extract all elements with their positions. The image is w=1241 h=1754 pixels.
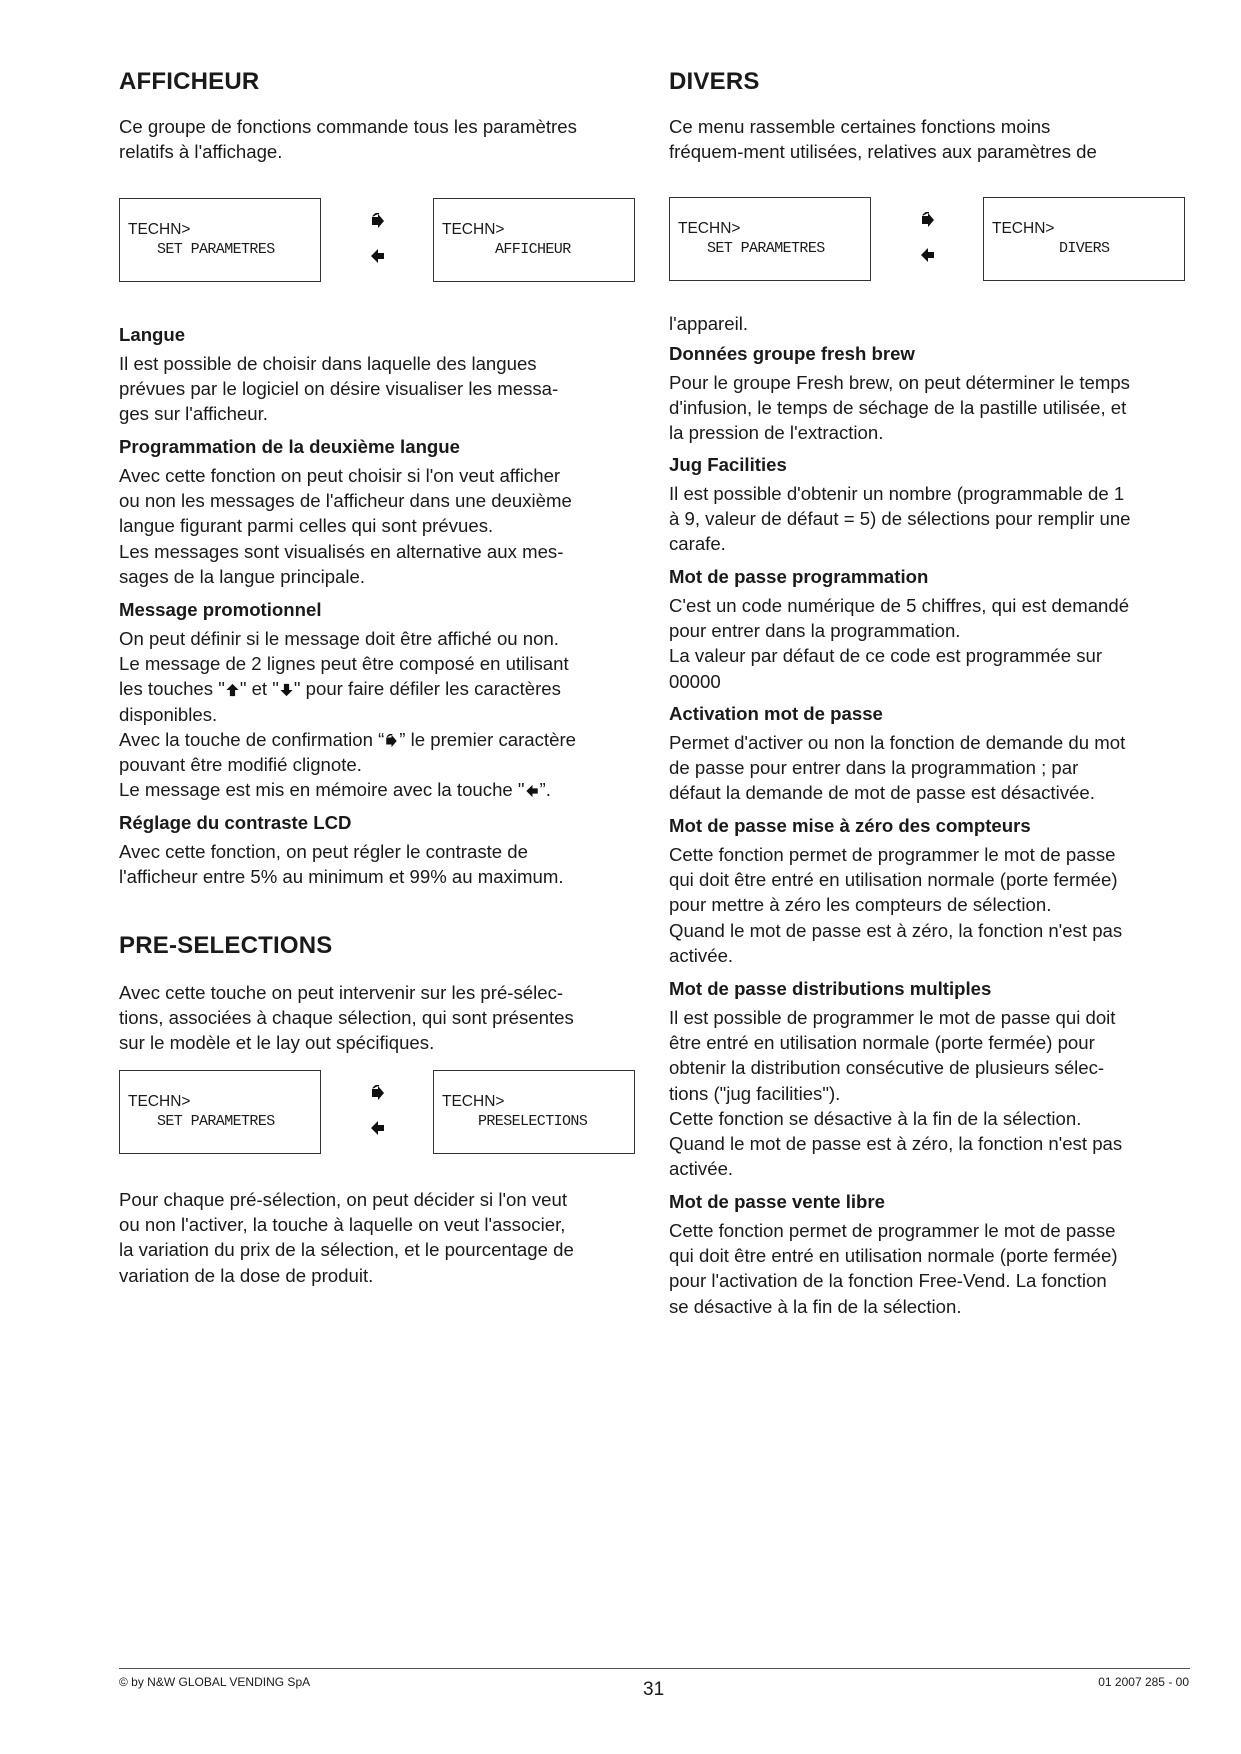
text-line: Cette fonction permet de programmer le mot de passe <box>669 844 1116 865</box>
text-line: fréquem-ment utilisées, relatives aux paramètres de <box>669 141 1097 163</box>
mot-de-passe-zero-section <box>669 813 1122 968</box>
text-fragment: ” le premier caractère <box>399 728 576 750</box>
text-line: d'infusion, le temps de séchage de la pastille utilisée, et <box>669 397 1127 419</box>
lcd-line-1: TECHN> <box>992 220 1055 237</box>
lcd-screen-set-parametres <box>119 1070 321 1154</box>
text-line: relatifs à l'affichage. <box>119 141 283 163</box>
enter-arrow-icon <box>370 213 386 229</box>
footer-copyright: © by N&W GLOBAL VENDING SpA <box>119 1675 311 1689</box>
text-line: qui doit être entré en utilisation normale (porte fermée) <box>669 869 1118 891</box>
text-line: Ce groupe de fonctions commande tous les paramètres <box>119 116 577 137</box>
mot-de-passe-distributions-section <box>669 976 1122 1181</box>
text-line: Ce menu rassemble certaines fonctions moins <box>669 116 1051 137</box>
text-line: Il est possible de programmer le mot de passe qui doit <box>669 1007 1116 1028</box>
text-line: Il est possible de choisir dans laquelle des langues <box>119 353 537 374</box>
afficheur-title: AFFICHEUR <box>119 68 260 95</box>
text-line: sages de la langue principale. <box>119 565 366 587</box>
divers-intro-continuation: l'appareil. <box>669 313 749 334</box>
text-line: Le message de 2 lignes peut être composé en utilisant <box>119 653 569 675</box>
enter-arrow-icon <box>370 1085 386 1101</box>
fresh-brew-section <box>669 341 1130 446</box>
text-line <box>119 777 576 802</box>
section-heading: Langue <box>119 324 186 345</box>
text-line: variation de la dose de produit. <box>119 1264 374 1286</box>
text-line: ou non l'activer, la touche à laquelle on veut l'associer, <box>119 1214 566 1236</box>
text-line: pouvant être modifié clignote. <box>119 754 362 776</box>
text-line: tions, associées à chaque sélection, qui sont présentes <box>119 1007 574 1029</box>
text-line: qui doit être entré en utilisation normale (porte fermée) <box>669 1245 1118 1267</box>
text-line: Pour chaque pré-sélection, on peut décider si l'on veut <box>119 1189 568 1210</box>
text-line: Cette fonction permet de programmer le mot de passe <box>669 1220 1116 1241</box>
navigation-arrows <box>370 1082 390 1152</box>
up-arrow-icon <box>225 683 240 697</box>
text-line: Il est possible d'obtenir un nombre (programmable de 1 <box>669 483 1125 504</box>
section-heading: Mot de passe vente libre <box>669 1191 885 1212</box>
text-line: C'est un code numérique de 5 chiffres, qui est demandé <box>669 595 1130 616</box>
text-line: 00000 <box>669 670 721 692</box>
footer-doc-code: 01 2007 285 - 00 <box>1098 1675 1189 1689</box>
text-line: activée. <box>669 1158 734 1180</box>
text-line: carafe. <box>669 533 726 555</box>
text-line: tions ("jug facilities"). <box>669 1082 841 1104</box>
text-line: La valeur par défaut de ce code est programmée sur <box>669 645 1103 667</box>
text-fragment: ”. <box>539 779 551 801</box>
lcd-screen-set-parametres <box>669 197 871 281</box>
divers-title: DIVERS <box>669 68 760 95</box>
text-line: Permet d'activer ou non la fonction de demande du mot <box>669 732 1126 753</box>
text-line: Avec cette fonction on peut choisir si l'on veut afficher <box>119 465 561 486</box>
text-line: Cette fonction se désactive à la fin de la sélection. <box>669 1107 1082 1129</box>
lcd-line-2: PRESELECTIONS <box>478 1113 588 1130</box>
text-line: On peut définir si le message doit être affiché ou non. <box>119 628 559 649</box>
mot-de-passe-programmation-section <box>669 564 1129 694</box>
text-line: Avec cette fonction, on peut régler le contraste de <box>119 841 528 862</box>
deuxieme-langue-section <box>119 434 572 589</box>
activation-mot-de-passe-section <box>669 701 1125 806</box>
text-line: pour mettre à zéro les compteurs de sélection. <box>669 894 1052 916</box>
footer-divider <box>119 1668 1190 1669</box>
navigation-arrows <box>920 209 940 279</box>
lcd-line-1: TECHN> <box>128 1093 191 1110</box>
lcd-line-1: TECHN> <box>678 220 741 237</box>
divers-intro <box>669 114 1097 164</box>
enter-arrow-icon <box>920 212 936 228</box>
section-heading: Données groupe fresh brew <box>669 343 915 364</box>
text-fragment: Avec la touche de confirmation “ <box>119 728 385 750</box>
text-line: obtenir la distribution consécutive de plusieurs sélec- <box>669 1057 1105 1079</box>
text-line: sur le modèle et le lay out spécifiques. <box>119 1032 435 1054</box>
text-line: Pour le groupe Fresh brew, on peut déterminer le temps <box>669 372 1130 393</box>
preselections-intro <box>119 980 574 1056</box>
lcd-line-2: AFFICHEUR <box>495 241 571 258</box>
text-line: Quand le mot de passe est à zéro, la fonction n'est pas <box>669 1133 1123 1155</box>
text-line <box>119 676 576 701</box>
langue-section <box>119 322 558 427</box>
text-line: disponibles. <box>119 703 218 725</box>
afficheur-intro <box>119 114 577 164</box>
text-line: la pression de l'extraction. <box>669 422 884 444</box>
text-line: de passe pour entrer dans la programmation ; par <box>669 757 1079 779</box>
jug-facilities-section <box>669 452 1131 557</box>
section-heading: Activation mot de passe <box>669 703 883 724</box>
section-heading: Jug Facilities <box>669 454 787 475</box>
back-arrow-icon <box>525 784 540 798</box>
preselections-title: PRE-SELECTIONS <box>119 932 333 959</box>
lcd-screen-divers <box>983 197 1185 281</box>
lcd-line-1: TECHN> <box>442 221 505 238</box>
back-arrow-icon <box>920 247 936 263</box>
text-line: à 9, valeur de défaut = 5) de sélections pour remplir une <box>669 508 1131 530</box>
contraste-section <box>119 810 563 889</box>
message-promotionnel-section <box>119 597 576 802</box>
text-fragment: " pour faire défiler les caractères <box>293 678 561 700</box>
text-line: la variation du prix de la sélection, et le pourcentage de <box>119 1239 574 1261</box>
text-line: être entré en utilisation normale (porte fermée) pour <box>669 1032 1095 1054</box>
navigation-arrows <box>370 210 390 280</box>
section-heading: Mot de passe programmation <box>669 566 929 587</box>
mot-de-passe-vente-libre-section <box>669 1189 1118 1319</box>
lcd-line-1: TECHN> <box>442 1093 505 1110</box>
text-line: prévues par le logiciel on désire visualiser les messa- <box>119 378 559 400</box>
text-fragment: " et " <box>239 678 279 700</box>
section-heading: Programmation de la deuxième langue <box>119 436 460 457</box>
enter-arrow-icon <box>384 734 399 748</box>
text-line: activée. <box>669 944 734 966</box>
section-heading: Mot de passe distributions multiples <box>669 978 992 999</box>
text-line: langue figurant parmi celles qui sont prévues. <box>119 515 494 537</box>
text-line: ou non les messages de l'afficheur dans une deuxième <box>119 490 572 512</box>
section-heading: Mot de passe mise à zéro des compteurs <box>669 815 1031 836</box>
text-line: l'afficheur entre 5% au minimum et 99% au maximum. <box>119 866 564 888</box>
section-heading: Message promotionnel <box>119 599 322 620</box>
section-heading: Réglage du contraste LCD <box>119 812 352 833</box>
back-arrow-icon <box>370 248 386 264</box>
text-line: se désactive à la fin de la sélection. <box>669 1295 962 1317</box>
page-number: 31 <box>643 1679 665 1700</box>
preselections-body <box>119 1187 574 1288</box>
text-line: Quand le mot de passe est à zéro, la fonction n'est pas <box>669 919 1123 941</box>
text-line: ges sur l'afficheur. <box>119 403 268 425</box>
text-line: défaut la demande de mot de passe est désactivée. <box>669 782 1095 804</box>
lcd-line-2: SET PARAMETRES <box>157 241 275 258</box>
lcd-line-1: TECHN> <box>128 221 191 238</box>
down-arrow-icon <box>279 683 294 697</box>
text-line <box>119 727 576 752</box>
lcd-line-2: SET PARAMETRES <box>707 240 825 257</box>
lcd-line-2: SET PARAMETRES <box>157 1113 275 1130</box>
text-fragment: les touches " <box>119 678 225 700</box>
text-fragment: Le message est mis en mémoire avec la touche " <box>119 779 525 801</box>
text-line: Les messages sont visualisés en alternative aux mes- <box>119 540 564 562</box>
lcd-line-2: DIVERS <box>1059 240 1110 257</box>
text-line: pour entrer dans la programmation. <box>669 620 961 642</box>
text-line: pour l'activation de la fonction Free-Vend. La fonction <box>669 1270 1107 1292</box>
back-arrow-icon <box>370 1120 386 1136</box>
text-line: Avec cette touche on peut intervenir sur les pré-sélec- <box>119 982 564 1003</box>
lcd-screen-afficheur <box>433 198 635 282</box>
lcd-screen-preselections <box>433 1070 635 1154</box>
lcd-screen-set-parametres <box>119 198 321 282</box>
